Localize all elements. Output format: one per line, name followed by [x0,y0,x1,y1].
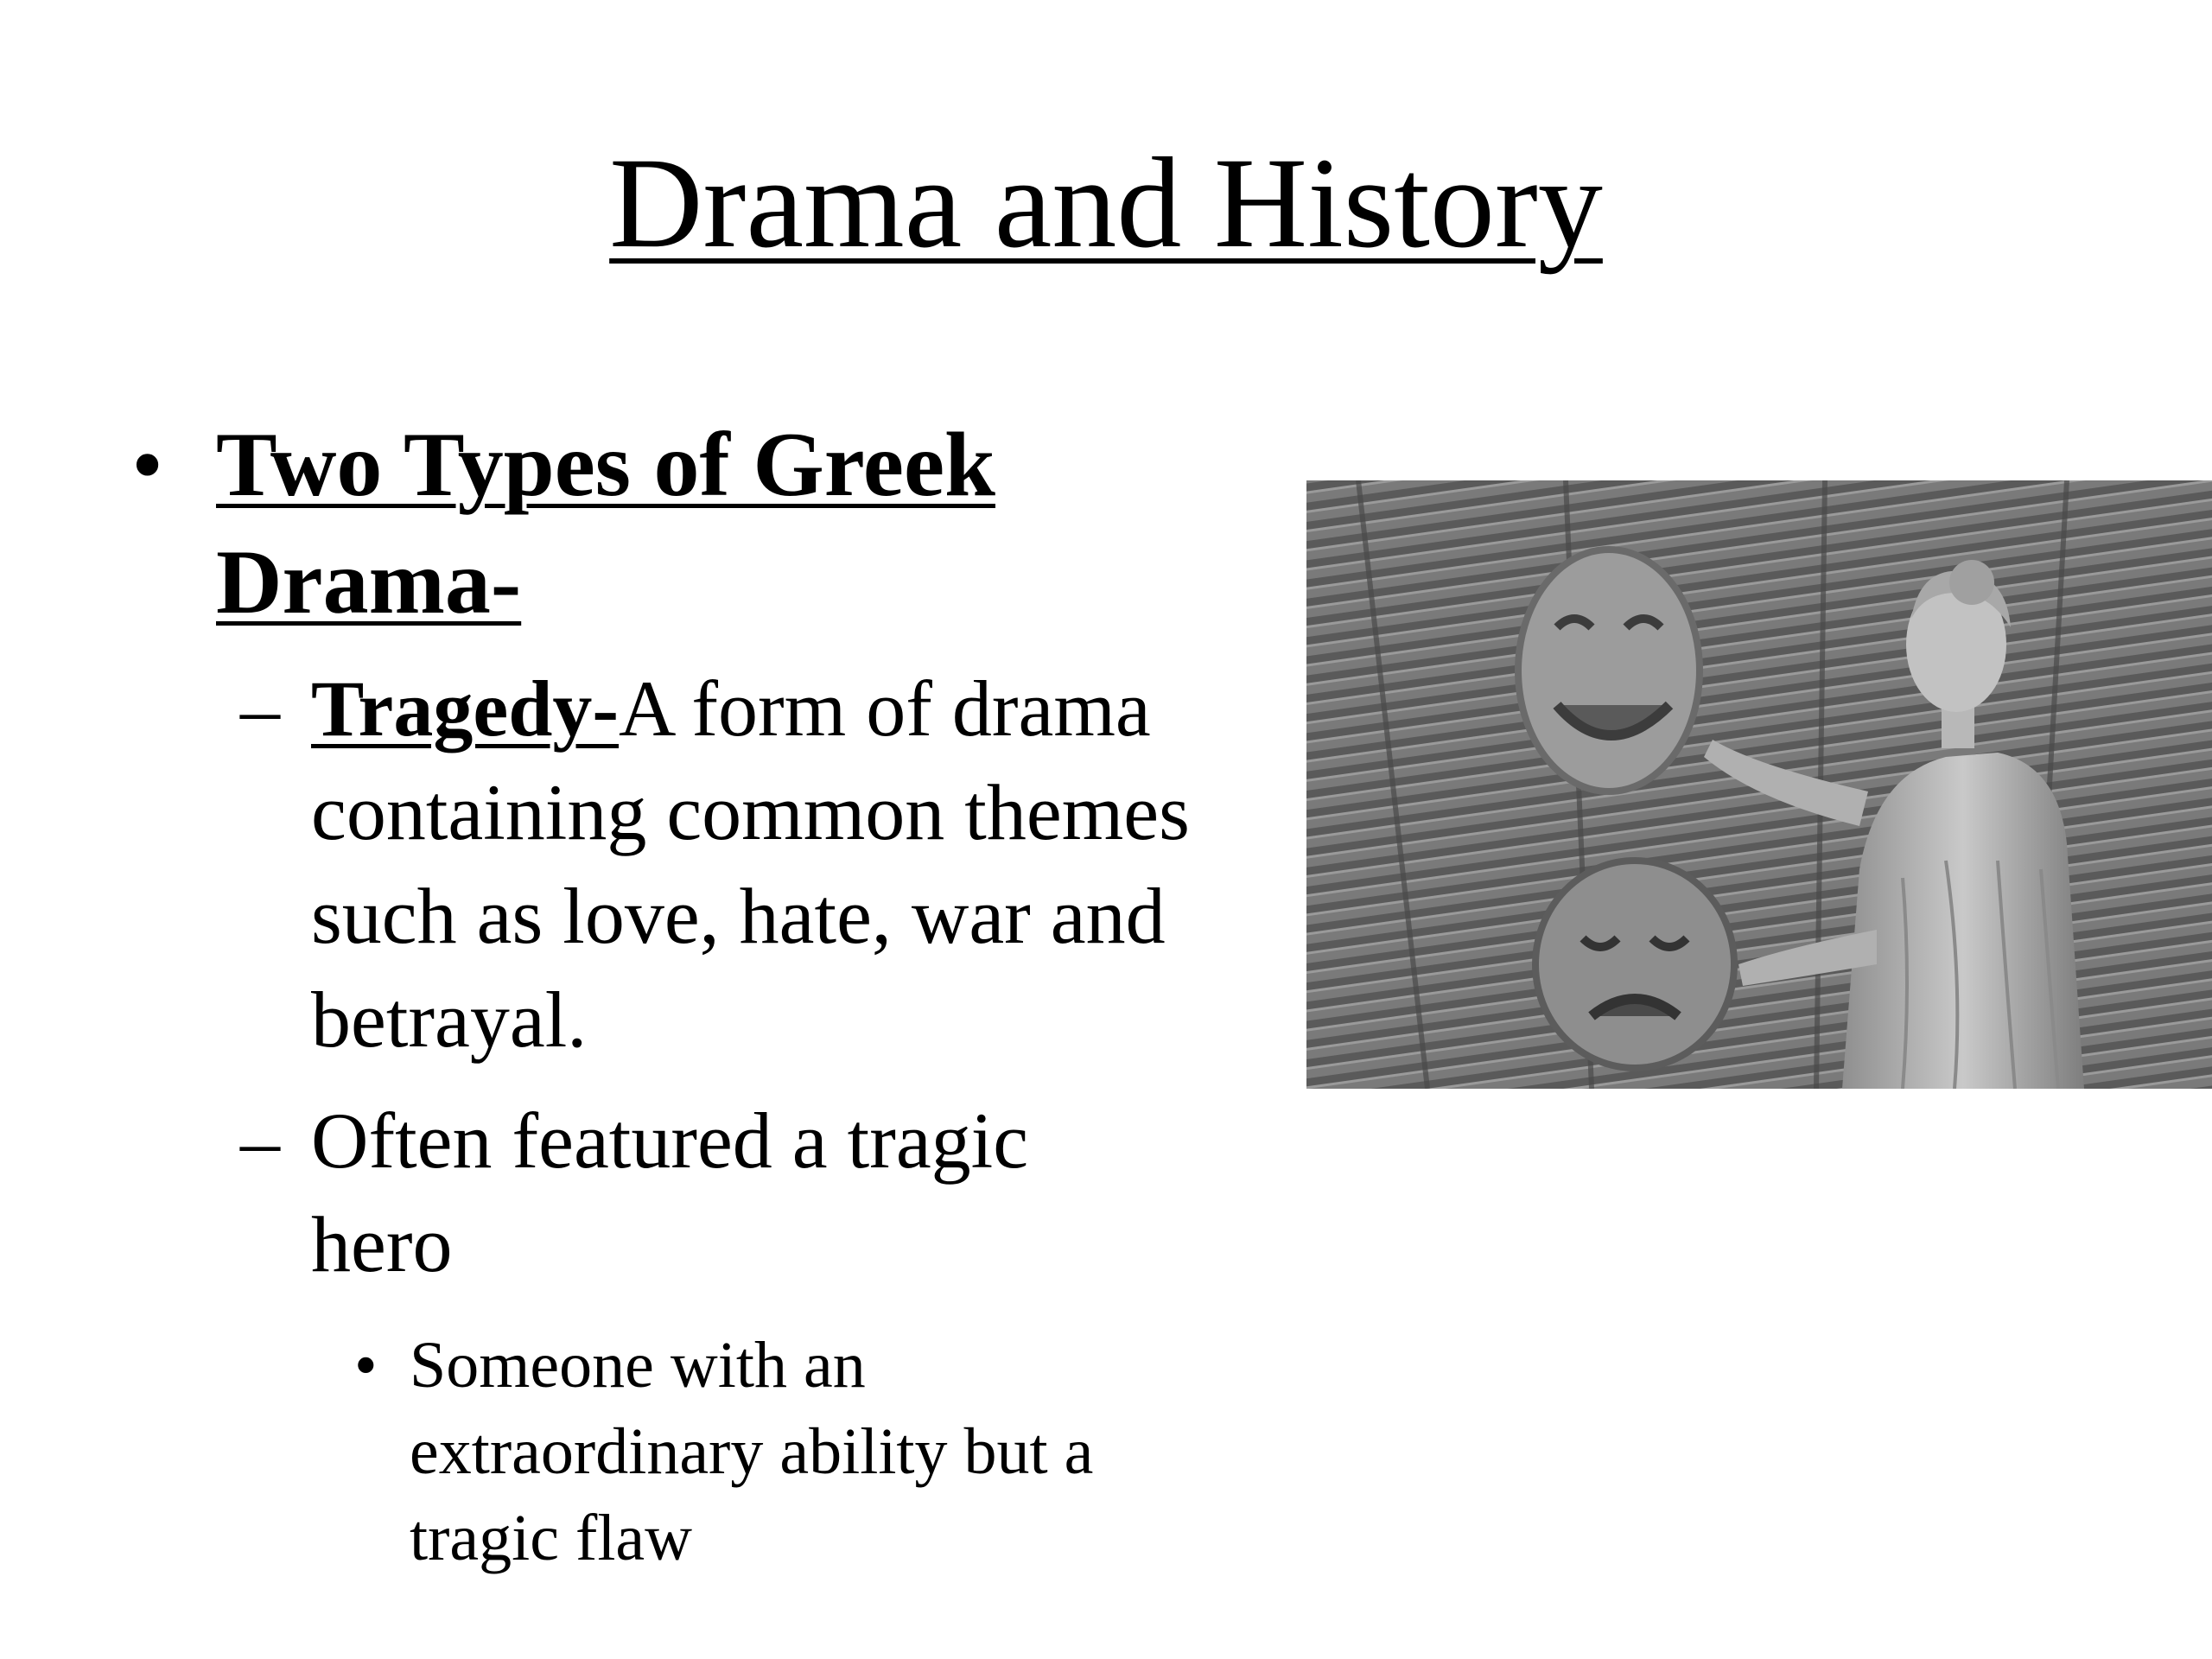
statue-photo [1306,480,2212,1089]
bullet-two-types: Two Types of Greek Drama- [216,414,995,632]
sub-bullet-tragic-flaw: Someone with an extraordinary ability but a tragic flaw [410,1329,1094,1574]
dash-marker: – [240,1096,280,1185]
tragedy-definition: A form of drama containing common themes such as love, hate, war and betrayal. [311,664,1190,1064]
sub-bullet-marker: • [354,1329,378,1402]
dash-tragedy [311,657,1244,1071]
dash-tragic-hero: Often featured a tragic hero [311,1096,1029,1288]
slide-title: Drama and History [609,131,1603,275]
dash-marker: – [240,664,280,753]
tragedy-term: Tragedy- [311,664,620,753]
bullet-marker: • [131,414,164,515]
